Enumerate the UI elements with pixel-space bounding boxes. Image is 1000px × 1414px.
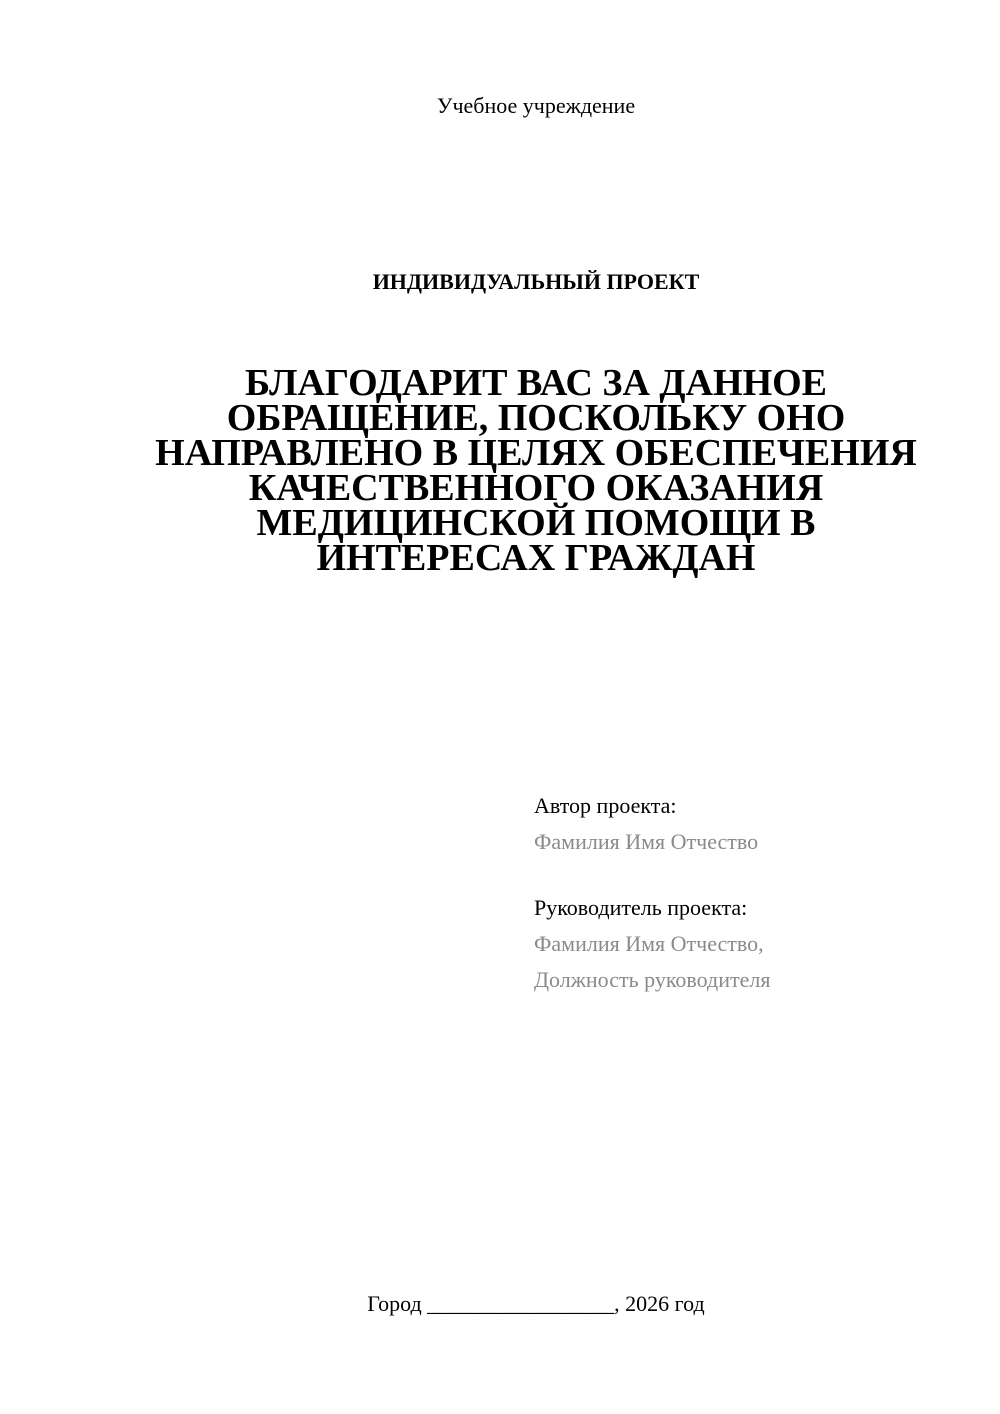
title-line: ИНТЕРЕСАХ ГРАЖДАН: [316, 537, 756, 579]
title-line: БЛАГОДАРИТ ВАС ЗА ДАННОЕ: [244, 362, 828, 404]
title-line: КАЧЕСТВЕННОГО ОКАЗАНИЯ: [248, 467, 824, 509]
author-label: Автор проекта:: [534, 793, 677, 818]
spacer: [534, 860, 964, 890]
supervisor-position: Должность руководителя: [534, 967, 771, 992]
institution-name: Учебное учреждение: [436, 93, 636, 118]
supervisor-name: Фамилия Имя Отчество,: [534, 931, 764, 956]
title-line: НАПРАВЛЕНО В ЦЕЛЯХ ОБЕСПЕЧЕНИЯ: [155, 432, 917, 474]
supervisor-label: Руководитель проекта:: [534, 895, 748, 920]
city-year-footer: Город _________________, 2026 год: [367, 1291, 705, 1316]
project-type-heading: ИНДИВИДУАЛЬНЫЙ ПРОЕКТ: [372, 269, 700, 294]
title-line: ОБРАЩЕНИЕ, ПОСКОЛЬКУ ОНО: [226, 397, 846, 439]
project-title: [140, 362, 932, 579]
title-line: МЕДИЦИНСКОЙ ПОМОЩИ В: [256, 502, 816, 544]
authors-block: [534, 788, 964, 998]
author-name: Фамилия Имя Отчество: [534, 829, 759, 854]
